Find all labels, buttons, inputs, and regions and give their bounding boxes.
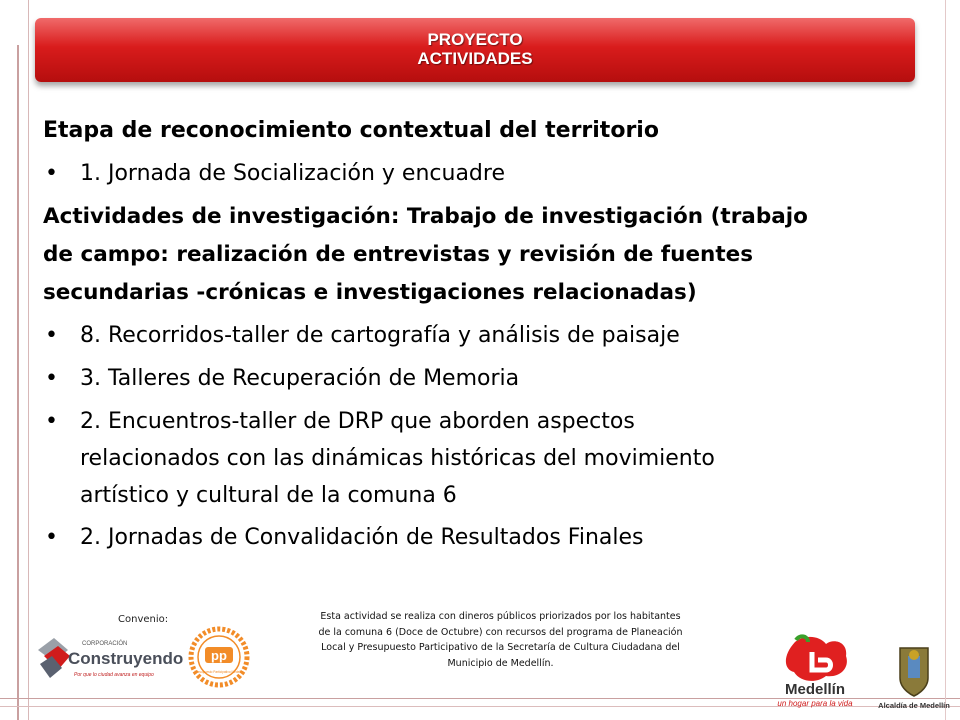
- medellin-logo: [760, 634, 870, 712]
- paragraph-line: de campo: realización de entrevistas y revisión de fuentes: [43, 242, 754, 267]
- construyendo-tagline: Por que lo ciudad avanza en equipo: [74, 672, 154, 678]
- pp-ring-text: Presupuesto Participativo Medellín: [194, 670, 244, 674]
- bullet-line: artístico y cultural de la comuna 6: [80, 483, 457, 508]
- note-line: de la comuna 6 (Doce de Octubre) con recursos del programa de Planeación: [318, 626, 683, 638]
- bullet-line: 2. Encuentros-taller de DRP que aborden aspectos: [80, 409, 635, 434]
- convenio-label: Convenio:: [118, 614, 169, 625]
- bullet-dot-icon: •: [45, 525, 58, 550]
- note-line: Local y Presupuesto Participativo de la Secretaría de Cultura Ciudadana del: [321, 642, 680, 653]
- bullet-item: [43, 403, 843, 514]
- slide-content: [43, 112, 843, 562]
- banner-line-1: PROYECTO: [427, 30, 523, 49]
- banner-line-2: ACTIVIDADES: [417, 49, 533, 68]
- paragraph-line: Actividades de investigación: Trabajo de investigación (trabajo: [43, 204, 808, 229]
- medellin-name: Medellín: [784, 681, 846, 698]
- bullet-dot-icon: •: [45, 323, 58, 348]
- construyendo-name: Construyendo: [68, 649, 184, 668]
- bullet-dot-icon: •: [45, 161, 58, 186]
- alcaldia-name: Alcaldía de Medellín: [878, 701, 950, 710]
- bullet-text: 3. Talleres de Recuperación de Memoria: [80, 366, 520, 391]
- construyendo-small-text: CORPORACIÓN: [82, 641, 128, 647]
- pp-logo-text: pp: [211, 648, 227, 663]
- bullet-dot-icon: •: [45, 409, 58, 434]
- section-heading: Etapa de reconocimiento contextual del territorio: [43, 118, 659, 143]
- medellin-tagline: un hogar para la vida: [777, 699, 853, 708]
- bullet-item: [43, 155, 843, 193]
- paragraph-line: secundarias -crónicas e investigaciones relacionadas): [43, 280, 697, 305]
- alcaldia-logo: [878, 644, 950, 712]
- frame-line: [945, 0, 946, 720]
- note-line: Esta actividad se realiza con dineros públicos priorizados por los habitantes: [320, 611, 681, 622]
- bullet-text: 1. Jornada de Socialización y encuadre: [80, 161, 505, 186]
- frame-line: [17, 45, 19, 720]
- bullet-dot-icon: •: [45, 366, 58, 391]
- bullet-item: [43, 519, 843, 557]
- bullet-line: relacionados con las dinámicas históricas del movimiento: [80, 446, 715, 471]
- title-banner: [35, 18, 915, 82]
- bullet-item: [43, 360, 843, 398]
- construyendo-logo: [34, 626, 184, 688]
- frame-line: [28, 0, 29, 720]
- funding-note: [288, 609, 713, 671]
- research-paragraph: [43, 198, 843, 312]
- pp-logo: [188, 626, 250, 688]
- bullet-item: [43, 317, 843, 355]
- note-line: Municipio de Medellín.: [447, 657, 554, 669]
- bullet-text: 8. Recorridos-taller de cartografía y análisis de paisaje: [80, 323, 680, 348]
- bullet-text: 2. Jornadas de Convalidación de Resultados Finales: [80, 525, 644, 550]
